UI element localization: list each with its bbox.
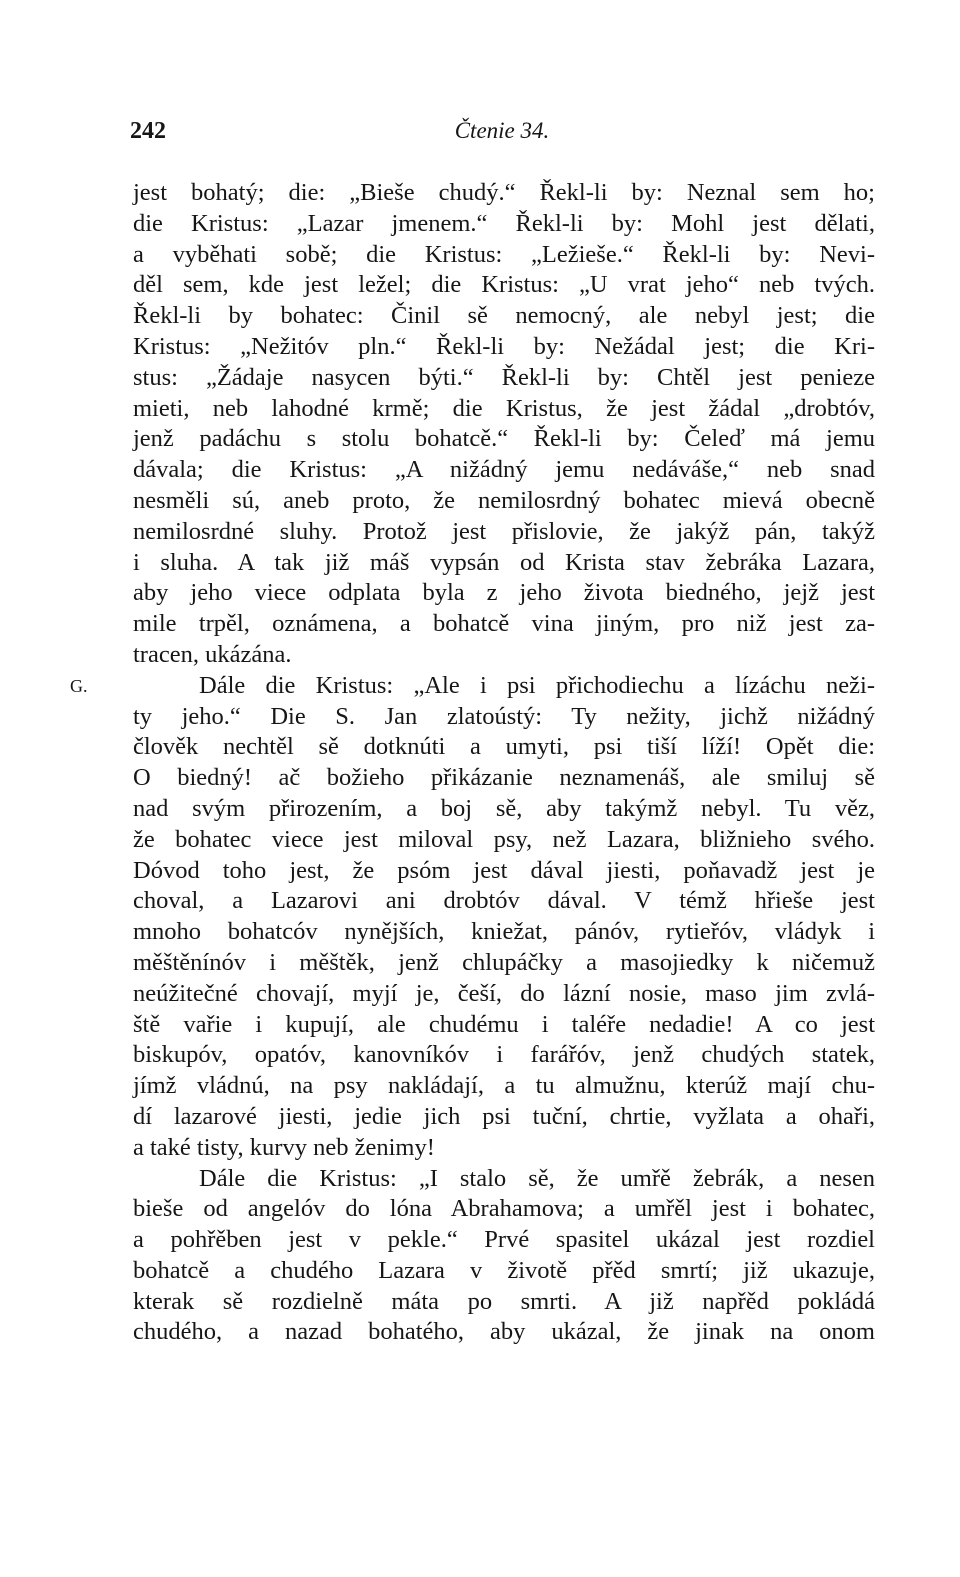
- text-line: [133, 886, 875, 917]
- text-line: [133, 301, 875, 332]
- text-line: [133, 763, 875, 794]
- line-text: Dále die Kristus: „I stalo sě, že umřě žebrák, a nesen: [199, 1164, 875, 1192]
- text-line: [133, 1010, 875, 1041]
- line-text: i sluha. A tak již máš vypsán od Krista stav žebráka Lazara,: [133, 548, 875, 576]
- margin-marker: G.: [70, 675, 88, 696]
- body-text: [70, 178, 875, 1348]
- text-line: [133, 856, 875, 887]
- line-text: aby jeho viece odplata byla z jeho života biedného, jejž jest: [133, 579, 875, 607]
- line-text: jest bohatý; die: „Bieše chudý.“ Řekl-li by: Neznal sem ho;: [133, 179, 875, 206]
- line-text: mieti, neb lahodné krmě; die Kristus, že jest žádal „drobtóv,: [133, 394, 875, 422]
- line-text: mile trpěl, oznámena, a bohatcě vina jiným, pro niž jest za-: [133, 610, 875, 638]
- text-line: [133, 578, 875, 609]
- line-text: dí lazarové jiesti, jedie jich psi tuční, chrtie, vyžlata a ohaři,: [133, 1102, 875, 1130]
- line-text: neúžitečné chovají, myjí je, češí, do lázní nosie, maso jim zvlá-: [133, 979, 875, 1007]
- line-text: biskupóv, opatóv, kanovníkóv i farářóv, jenž chudých statek,: [133, 1041, 875, 1069]
- line-text: nad svým přirozením, a boj sě, aby takýmž nebyl. Tu věz,: [133, 794, 875, 822]
- line-text: Dále die Kristus: „Ale i psi přichodiechu a lízáchu neži-: [199, 671, 875, 699]
- line-text: bieše od angelóv do lóna Abrahamova; a umřěl jest i bohatec,: [133, 1195, 875, 1223]
- line-text: jímž vládnú, na psy nakládají, a tu almužnu, kterúž mají chu-: [133, 1072, 875, 1100]
- line-text: choval, a Lazarovi ani drobtóv dával. V témž hřieše jest: [133, 887, 875, 915]
- line-text: chudého, a nazad bohatého, aby ukázal, že jinak na onom: [133, 1318, 875, 1346]
- text-line: [133, 702, 875, 733]
- text-line: [133, 240, 875, 271]
- text-line: [133, 394, 875, 425]
- line-text: die Kristus: „Lazar jmenem.“ Řekl-li by: Mohl jest dělati,: [133, 209, 875, 237]
- text-line: [133, 794, 875, 825]
- line-text: Řekl-li by bohatec: Činil sě nemocný, ale nebyl jest; die: [133, 302, 875, 330]
- text-line: [133, 609, 875, 640]
- line-text: že bohatec viece jest miloval psy, než Lazara, bližnieho svého.: [133, 825, 875, 853]
- text-line: [133, 1102, 875, 1133]
- line-text: mnoho bohatcóv nynějších, kniežat, pánóv, rytieřóv, vládyk i: [133, 918, 875, 946]
- text-line: [133, 1256, 875, 1287]
- text-line: [133, 948, 875, 979]
- line-text: Dóvod toho jest, že psóm jest dával jiesti, poňavadž jest je: [133, 856, 875, 884]
- line-text: děl sem, kde jest ležel; die Kristus: „U vrat jeho“ neb tvých.: [133, 271, 875, 299]
- line-text: nesměli sú, aneb proto, že nemilosrdný bohatec mievá obecně: [133, 486, 875, 514]
- text-line: [70, 671, 875, 702]
- line-text: dávala; die Kristus: „A nižádný jemu nedáváše,“ neb snad: [133, 456, 875, 484]
- line-text: jenž padáchu s stolu bohatcě.“ Řekl-li by: Čeleď má jemu: [133, 425, 875, 453]
- text-line: [133, 1133, 875, 1164]
- line-text: a také tisty, kurvy neb ženimy!: [133, 1133, 435, 1161]
- text-line: [133, 979, 875, 1010]
- text-line: [133, 1194, 875, 1225]
- text-line: [133, 332, 875, 363]
- text-line: [133, 548, 875, 579]
- line-text: ty jeho.“ Die S. Jan zlatoústý: Ty nežity, jichž nižádný: [133, 702, 875, 730]
- text-line: [133, 178, 875, 209]
- line-text: ště vařie i kupují, ale chudému i taléře nedadie! A co jest: [133, 1010, 875, 1038]
- text-line: [133, 486, 875, 517]
- text-line: [133, 1317, 875, 1348]
- text-line: [133, 517, 875, 548]
- text-line: [133, 917, 875, 948]
- running-title: Čtenie 34.: [454, 118, 550, 143]
- text-line: [133, 1040, 875, 1071]
- text-line: [133, 424, 875, 455]
- text-line: [133, 209, 875, 240]
- text-line: [133, 1225, 875, 1256]
- text-line: [133, 1164, 875, 1195]
- text-line: [133, 363, 875, 394]
- text-line: [133, 732, 875, 763]
- line-text: bohatcě a chudého Lazara v životě přěd smrtí; již ukazuje,: [133, 1256, 875, 1284]
- line-text: nemilosrdné sluhy. Protož jest přislovie, že jakýž pán, takýž: [133, 517, 875, 545]
- text-line: [133, 825, 875, 856]
- line-text: O biedný! ač božieho přikázanie neznamenáš, ale smiluj sě: [133, 764, 875, 792]
- page-number: 242: [130, 118, 166, 144]
- text-line: [133, 1287, 875, 1318]
- text-line: [133, 640, 875, 671]
- line-text: měštěnínóv i měštěk, jenž chlupáčky a masojiedky k ničemuž: [133, 948, 875, 976]
- line-text: kterak sě rozdielně máta po smrti. A již napřěd pokládá: [133, 1287, 875, 1315]
- line-text: stus: „Žádaje nasycen býti.“ Řekl-li by: Chtěl jest penieze: [133, 363, 875, 391]
- line-text: a pohřěben jest v pekle.“ Prvé spasitel ukázal jest rozdiel: [133, 1226, 875, 1254]
- line-text: člověk nechtěl sě dotknúti a umyti, psi tiší líží! Opět die:: [133, 733, 875, 761]
- line-text: tracen, ukázána.: [133, 640, 292, 668]
- text-line: [133, 270, 875, 301]
- text-line: [133, 1071, 875, 1102]
- line-text: Kristus: „Nežitóv pln.“ Řekl-li by: Nežádal jest; die Kri-: [133, 332, 875, 360]
- line-text: a vyběhati sobě; die Kristus: „Ležieše.“ Řekl-li by: Nevi-: [133, 240, 875, 268]
- text-line: [133, 455, 875, 486]
- page-header: [130, 118, 874, 152]
